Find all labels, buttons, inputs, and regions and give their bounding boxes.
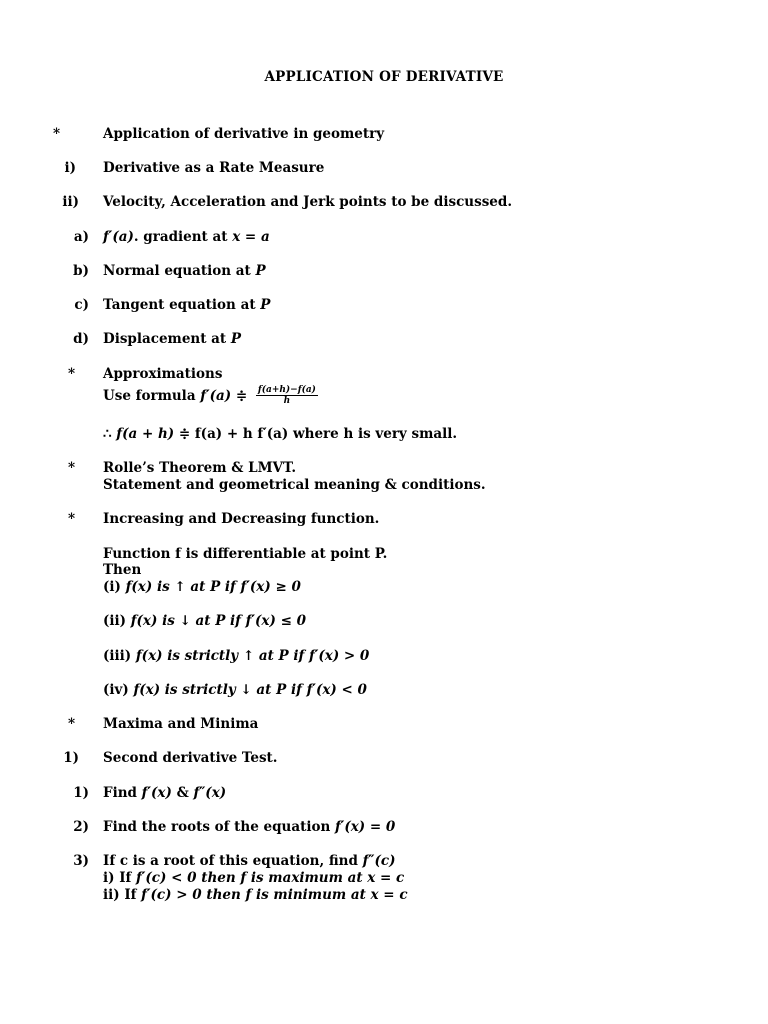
condition-text bbox=[103, 681, 367, 699]
item-marker: c) bbox=[74, 297, 89, 313]
condition-iii bbox=[0, 647, 768, 665]
step-2 bbox=[0, 818, 768, 836]
math-expr: f(x) is strictly ↓ at P if f′(x) < 0 bbox=[133, 682, 367, 698]
text-part: (i) bbox=[103, 579, 126, 595]
item-text bbox=[103, 262, 266, 280]
item-text: Second derivative Test. bbox=[103, 750, 278, 766]
text-part: Find the roots of the equation bbox=[103, 819, 335, 835]
formula-text bbox=[103, 425, 457, 443]
section-heading: Maxima and Minima bbox=[103, 716, 259, 732]
item-marker: 1) bbox=[63, 750, 79, 766]
item-text: Velocity, Acceleration and Jerk points to be discussed. bbox=[103, 194, 513, 210]
math-expr: f′(a) ≑ bbox=[200, 388, 252, 404]
condition-text bbox=[103, 647, 369, 665]
item-tangent bbox=[0, 296, 768, 314]
item-gradient bbox=[0, 228, 768, 246]
then-line bbox=[0, 561, 768, 579]
math-expr: f(x) is ↓ at P if f′(x) ≤ 0 bbox=[130, 613, 306, 629]
condition-i bbox=[0, 578, 768, 596]
fraction bbox=[256, 385, 318, 406]
bullet-marker: * bbox=[67, 511, 75, 527]
item-marker: d) bbox=[73, 331, 89, 347]
text-part: If c is a root of this equation, find bbox=[103, 853, 363, 869]
math-expr: f″(x) bbox=[193, 785, 227, 801]
bullet-marker: * bbox=[67, 366, 75, 382]
text-part: & bbox=[171, 785, 194, 801]
bullet-marker: * bbox=[52, 126, 60, 142]
math-expr: P bbox=[260, 297, 271, 313]
step-marker: 2) bbox=[73, 819, 89, 835]
section-heading: Rolle’s Theorem & LMVT. bbox=[103, 460, 297, 476]
page-title: APPLICATION OF DERIVATIVE bbox=[264, 69, 504, 85]
step-text bbox=[103, 818, 395, 836]
math-expr: x = a bbox=[232, 229, 270, 245]
maximum-condition bbox=[0, 869, 768, 887]
math-expr: f′(x) = 0 bbox=[335, 819, 396, 835]
text-part: (iv) bbox=[103, 682, 134, 698]
section-maxima bbox=[0, 715, 768, 733]
minimum-condition bbox=[0, 886, 768, 904]
item-displacement bbox=[0, 330, 768, 348]
text-part: i) If bbox=[103, 870, 137, 886]
step-3 bbox=[0, 852, 768, 870]
math-expr: f(a + h) bbox=[116, 426, 175, 442]
step-marker: 3) bbox=[73, 853, 89, 869]
rolle-description bbox=[0, 476, 768, 494]
section-heading: Increasing and Decreasing function. bbox=[103, 511, 380, 527]
text-part: Tangent equation at bbox=[103, 297, 261, 313]
math-expr: f′(x) bbox=[141, 785, 172, 801]
text-part: (ii) bbox=[103, 613, 131, 629]
approx-result bbox=[0, 425, 768, 443]
item-marker: i) bbox=[64, 160, 76, 176]
condition-text bbox=[103, 869, 404, 887]
text-part: Find bbox=[103, 785, 142, 801]
item-rate-measure bbox=[0, 159, 768, 177]
step-text bbox=[103, 784, 226, 802]
bullet-marker: * bbox=[67, 460, 75, 476]
fraction-numerator: f(a+h)−f(a) bbox=[257, 385, 316, 395]
text-part: Displacement at bbox=[103, 331, 231, 347]
therefore-symbol: ∴ bbox=[103, 426, 117, 442]
body-text: Statement and geometrical meaning & conditions. bbox=[103, 477, 486, 493]
math-expr: f(x) is strictly ↑ at P if f′(x) > 0 bbox=[135, 648, 370, 664]
text-part: ii) If bbox=[103, 887, 142, 903]
section-rolle bbox=[0, 459, 768, 477]
item-text bbox=[103, 296, 270, 314]
condition-iv bbox=[0, 681, 768, 699]
formula-text bbox=[103, 385, 318, 407]
item-text: Derivative as a Rate Measure bbox=[103, 160, 325, 176]
item-normal bbox=[0, 262, 768, 280]
body-text: Function f is differentiable at point P. bbox=[103, 546, 388, 562]
step-text bbox=[103, 852, 395, 870]
math-expr: f(x) is ↑ at P if f′(x) ≥ 0 bbox=[125, 579, 301, 595]
condition-text bbox=[103, 612, 306, 630]
section-heading: Approximations bbox=[103, 366, 223, 382]
section-geometry bbox=[0, 125, 768, 143]
math-expr: f″(c) bbox=[362, 853, 396, 869]
math-expr: f′(c) < 0 then f is maximum at x = c bbox=[136, 870, 405, 886]
condition-ii bbox=[0, 612, 768, 630]
step-marker: 1) bbox=[73, 785, 89, 801]
text-part: (iii) bbox=[103, 648, 136, 664]
item-velocity bbox=[0, 193, 768, 211]
item-second-derivative bbox=[0, 749, 768, 767]
fraction-denominator: h bbox=[283, 396, 291, 406]
body-text: Then bbox=[103, 562, 142, 578]
approx-formula bbox=[0, 385, 768, 411]
bullet-marker: * bbox=[67, 716, 75, 732]
section-increasing bbox=[0, 510, 768, 528]
item-text bbox=[103, 330, 241, 348]
item-text bbox=[103, 228, 270, 246]
math-expr: P bbox=[255, 263, 266, 279]
section-approximations bbox=[0, 365, 768, 383]
math-expr: P bbox=[230, 331, 242, 347]
text-part: . gradient at bbox=[133, 229, 233, 245]
text-part: Normal equation at bbox=[103, 263, 256, 279]
condition-text bbox=[103, 886, 408, 904]
item-marker: a) bbox=[73, 229, 89, 245]
step-1 bbox=[0, 784, 768, 802]
math-expr: f′(c) > 0 then f is minimum at x = c bbox=[141, 887, 408, 903]
item-marker: ii) bbox=[62, 194, 79, 210]
item-marker: b) bbox=[73, 263, 89, 279]
condition-text bbox=[103, 578, 301, 596]
section-heading: Application of derivative in geometry bbox=[103, 126, 385, 142]
text-part: ≑ f(a) + h f′(a) where h is very small. bbox=[174, 426, 458, 442]
text-part: Use formula bbox=[103, 388, 201, 404]
math-expr: f′(a) bbox=[103, 229, 134, 245]
